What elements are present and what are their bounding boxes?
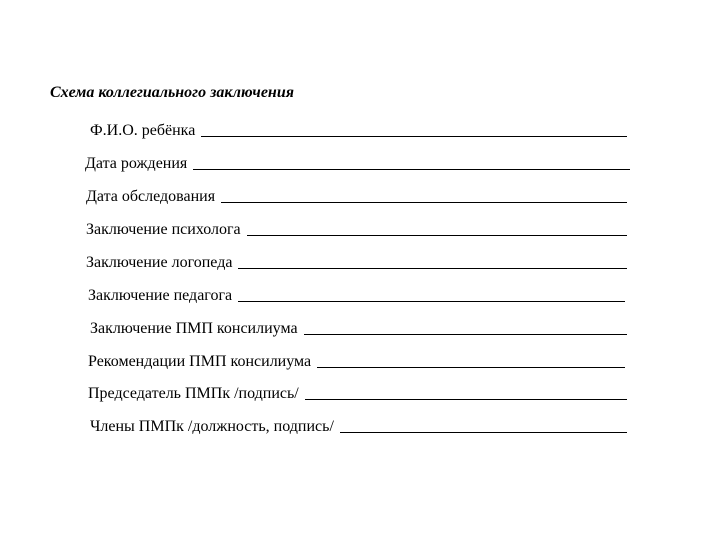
field-chairman-signature: [88, 383, 627, 403]
field-label: Заключение педагога: [88, 287, 233, 304]
fill-in-line: [305, 399, 627, 400]
field-label: Заключение психолога: [86, 221, 241, 238]
field-label: Заключение ПМП консилиума: [90, 320, 298, 337]
field-members-signature: [90, 416, 627, 436]
field-label: Ф.И.О. ребёнка: [90, 122, 196, 139]
field-speech-therapist-conclusion: [86, 252, 627, 272]
field-council-recommendations: [88, 351, 625, 371]
field-council-conclusion: [90, 318, 627, 338]
field-label: Заключение логопеда: [86, 254, 233, 271]
fill-in-line: [238, 301, 625, 302]
fill-in-line: [304, 334, 627, 335]
field-psychologist-conclusion: [86, 219, 627, 239]
fill-in-line: [340, 432, 627, 433]
field-birth-date: [85, 153, 630, 173]
field-child-name: [90, 120, 627, 140]
field-label: Председатель ПМПк /подпись/: [88, 385, 299, 402]
field-exam-date: [86, 186, 627, 206]
field-teacher-conclusion: [88, 285, 625, 305]
fill-in-line: [201, 136, 627, 137]
fill-in-line: [247, 235, 627, 236]
fill-in-line: [238, 268, 627, 269]
fill-in-line: [221, 202, 627, 203]
fill-in-line: [317, 367, 625, 368]
field-label: Дата рождения: [85, 155, 188, 172]
field-label: Члены ПМПк /должность, подпись/: [90, 418, 334, 435]
field-label: Дата обследования: [86, 188, 216, 205]
document-title: Схема коллегиального заключения: [50, 84, 294, 101]
field-label: Рекомендации ПМП консилиума: [88, 353, 312, 370]
fill-in-line: [193, 169, 630, 170]
